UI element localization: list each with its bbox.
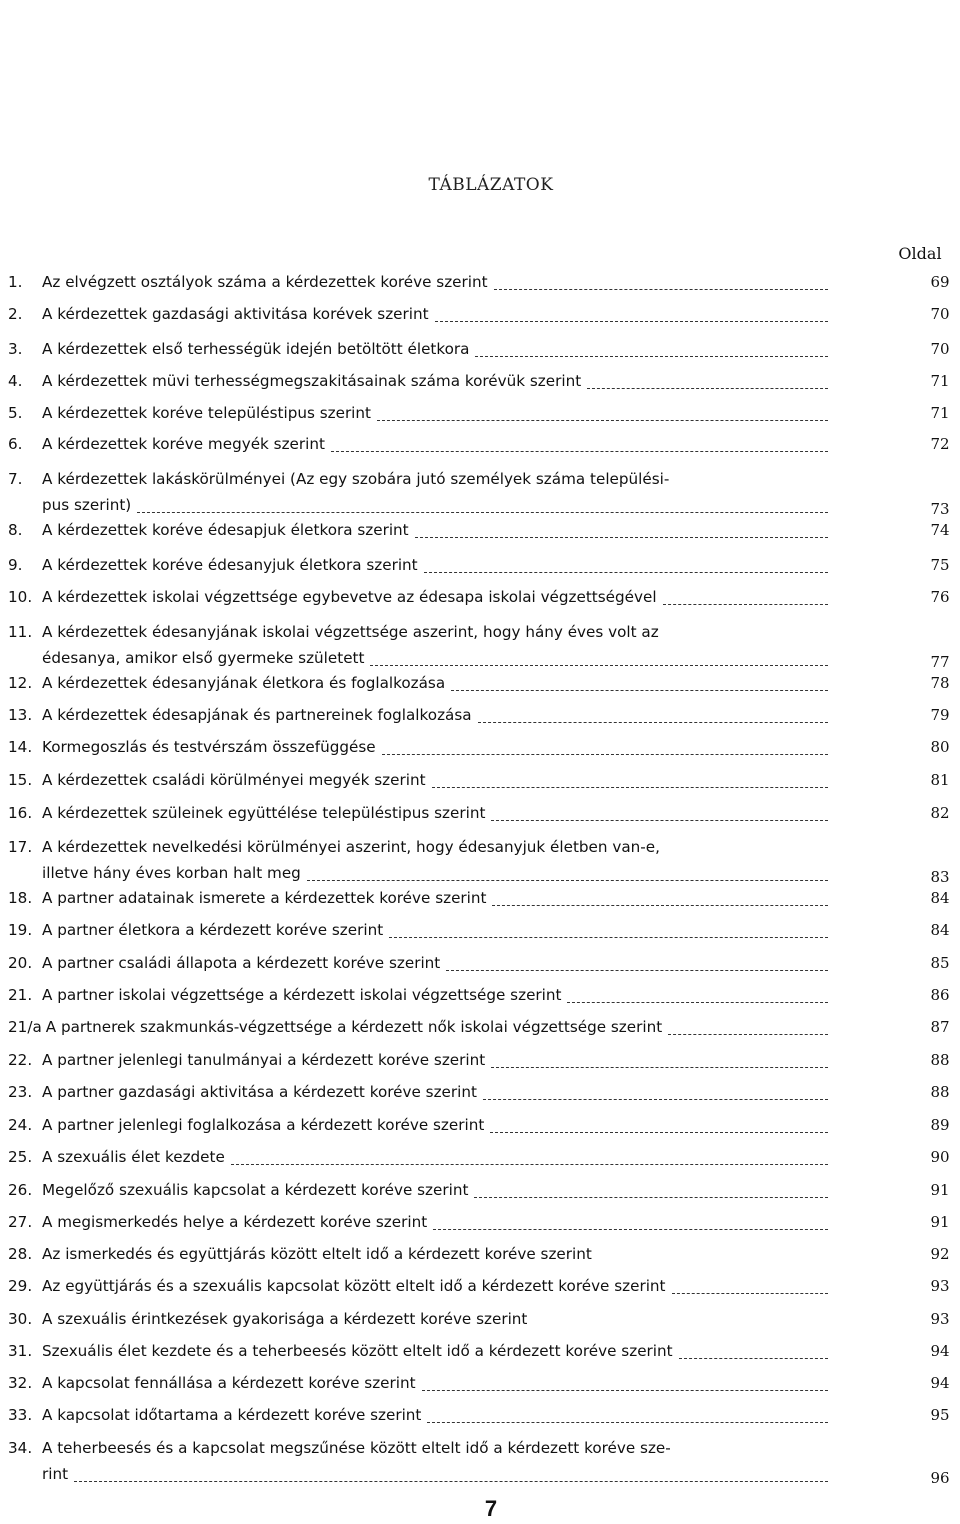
- dot-leader: [475, 356, 828, 357]
- dot-leader: [492, 905, 828, 906]
- toc-entry-title: A partner iskolai végzettsége a kérdezett iskolai végzettsége szerint: [42, 986, 562, 1004]
- dot-leader: [137, 512, 828, 513]
- dot-leader: [451, 690, 828, 691]
- dot-leader: [446, 970, 828, 971]
- toc-entry-page: 91: [930, 1213, 950, 1231]
- toc-entry-number: 31.: [8, 1342, 33, 1360]
- toc-entry-number: 34.: [8, 1439, 33, 1457]
- toc-entry-number: 22.: [8, 1051, 33, 1069]
- toc-entry-number: 3.: [8, 340, 23, 358]
- toc-entry-line: [8, 1181, 828, 1203]
- toc-entry-number: 10.: [8, 588, 33, 606]
- toc-entry-title: A megismerkedés helye a kérdezett koréve szerint: [42, 1213, 428, 1231]
- dot-leader: [672, 1293, 828, 1294]
- dot-leader: [427, 1422, 828, 1423]
- toc-entry-title: A partner családi állapota a kérdezett koréve szerint: [42, 954, 441, 972]
- toc-entry-page: 96: [930, 1469, 950, 1487]
- dot-leader: [490, 1132, 828, 1133]
- toc-entry-line: [42, 1465, 828, 1487]
- toc-entry-line: [8, 435, 828, 457]
- toc-entry-number: 8.: [8, 521, 23, 539]
- toc-entry-title: A kérdezettek édesanyjának életkora és foglalkozása: [42, 674, 446, 692]
- toc-entry-page: 79: [930, 706, 950, 724]
- toc-entry-title: édesanya, amikor első gyermeke született: [42, 649, 365, 667]
- dot-leader: [435, 321, 828, 322]
- dot-leader: [567, 1002, 828, 1003]
- page-title: TÁBLÁZATOK: [428, 175, 554, 195]
- toc-entry-number: 7.: [8, 470, 23, 488]
- toc-entry-page: 80: [930, 738, 950, 756]
- toc-entry-title: A kérdezettek müvi terhességmegszakitásainak száma korévük szerint: [42, 372, 582, 390]
- toc-entry-title: A teherbeesés és a kapcsolat megszűnése között eltelt idő a kérdezett koréve sze-: [42, 1439, 671, 1457]
- toc-entry-line: [8, 1439, 838, 1461]
- toc-entry-line: [8, 623, 838, 645]
- toc-entry-page: 72: [930, 435, 950, 453]
- toc-entry-page: 88: [930, 1083, 950, 1101]
- toc-entry-line: [42, 649, 828, 671]
- toc-entry-title: A partner gazdasági aktivitása a kérdezett koréve szerint: [42, 1083, 477, 1101]
- toc-entry-line: [8, 372, 828, 394]
- toc-entry-line: [8, 404, 828, 426]
- toc-entry-line: [8, 1148, 828, 1170]
- toc-entry-line: [8, 556, 828, 578]
- dot-leader: [389, 937, 828, 938]
- toc-entry-line: [8, 521, 828, 543]
- toc-entry-page: 70: [930, 305, 950, 323]
- toc-entry-title: A partner adatainak ismerete a kérdezettek koréve szerint: [42, 889, 487, 907]
- toc-entry-line: [8, 706, 828, 728]
- dot-leader: [422, 1390, 828, 1391]
- toc-entry-number: 28.: [8, 1245, 33, 1263]
- dot-leader: [494, 289, 828, 290]
- toc-entry-title: A partnerek szakmunkás-végzettsége a kérdezett nők iskolai végzettsége szerint: [45, 1018, 663, 1036]
- dot-leader: [474, 1197, 828, 1198]
- toc-entry-number: 19.: [8, 921, 33, 939]
- toc-entry-title: A partner jelenlegi tanulmányai a kérdezett koréve szerint: [42, 1051, 486, 1069]
- toc-entry-line: [8, 1051, 828, 1073]
- toc-entry-number: 21.: [8, 986, 33, 1004]
- toc-entry-title: Megelőző szexuális kapcsolat a kérdezett koréve szerint: [42, 1181, 469, 1199]
- toc-entry-number: 11.: [8, 623, 33, 641]
- toc-entry-line: [8, 340, 828, 362]
- dot-leader: [377, 420, 828, 421]
- dot-leader: [331, 451, 828, 452]
- page-column-header: Oldal: [898, 244, 942, 263]
- toc-entry-title: Kormegoszlás és testvérszám összefüggése: [42, 738, 376, 756]
- toc-entry-number: 13.: [8, 706, 33, 724]
- toc-entry-title: A kérdezettek lakáskörülményei (Az egy szobára jutó személyek száma települési-: [42, 470, 670, 488]
- toc-entry-line: [8, 1310, 838, 1332]
- toc-entry-page: 93: [930, 1277, 950, 1295]
- toc-entry-title: illetve hány éves korban halt meg: [42, 864, 301, 882]
- toc-entry-page: 93: [930, 1310, 950, 1328]
- toc-entry-title: A kérdezettek koréve édesanyjuk életkora szerint: [42, 556, 418, 574]
- dot-leader: [370, 665, 828, 666]
- toc-entry-title: A partner életkora a kérdezett koréve szerint: [42, 921, 384, 939]
- toc-entry-line: [8, 1083, 828, 1105]
- toc-entry-title: A kérdezettek családi körülményei megyék szerint: [42, 771, 426, 789]
- toc-entry-line: [42, 864, 828, 886]
- toc-entry-page: 85: [930, 954, 950, 972]
- toc-entry-title: A kérdezettek nevelkedési körülményei aszerint, hogy édesanyjuk életben van-e,: [42, 838, 660, 856]
- toc-entry-page: 75: [930, 556, 950, 574]
- toc-entry-number: 23.: [8, 1083, 33, 1101]
- dot-leader: [432, 787, 828, 788]
- toc-entry-number: 29.: [8, 1277, 33, 1295]
- toc-entry-page: 90: [930, 1148, 950, 1166]
- toc-entry-number: 15.: [8, 771, 33, 789]
- toc-entry-page: 69: [930, 273, 950, 291]
- dot-leader: [307, 880, 828, 881]
- toc-entry-page: 84: [930, 889, 950, 907]
- toc-entry-title: A kérdezettek édesanyjának iskolai végzettsége aszerint, hogy hány éves volt az: [42, 623, 659, 641]
- toc-entry-title: A kérdezettek koréve településtipus szerint: [42, 404, 371, 422]
- toc-entry-title: A kérdezettek iskolai végzettsége egybevetve az édesapa iskolai végzettségével: [42, 588, 657, 606]
- toc-entry-line: [8, 986, 828, 1008]
- dot-leader: [483, 1099, 828, 1100]
- toc-entry-line: [8, 1018, 828, 1040]
- dot-leader: [491, 820, 828, 821]
- dot-leader: [668, 1034, 828, 1035]
- toc-entry-title: A kérdezettek gazdasági aktivitása korévek szerint: [42, 305, 429, 323]
- toc-entry-number: 30.: [8, 1310, 33, 1328]
- toc-entry-title: Szexuális élet kezdete és a teherbeesés között eltelt idő a kérdezett koréve szerint: [42, 1342, 673, 1360]
- toc-entry-page: 73: [930, 500, 950, 518]
- dot-leader: [491, 1067, 828, 1068]
- toc-entry-line: [8, 1277, 828, 1299]
- toc-entry-page: 77: [930, 653, 950, 671]
- dot-leader: [231, 1164, 828, 1165]
- toc-entry-page: 91: [930, 1181, 950, 1199]
- toc-entry-title: A kapcsolat fennállása a kérdezett koréve szerint: [42, 1374, 416, 1392]
- dot-leader: [382, 754, 828, 755]
- dot-leader: [663, 604, 828, 605]
- toc-entry-title: A szexuális élet kezdete: [42, 1148, 225, 1166]
- toc-entry-page: 88: [930, 1051, 950, 1069]
- toc-entry-title: A kérdezettek koréve megyék szerint: [42, 435, 325, 453]
- toc-entry-page: 83: [930, 868, 950, 886]
- toc-entry-number: 33.: [8, 1406, 33, 1424]
- toc-entry-title: Az együttjárás és a szexuális kapcsolat között eltelt idő a kérdezett koréve szerint: [42, 1277, 666, 1295]
- toc-entry-number: 20.: [8, 954, 33, 972]
- toc-entry-number: 21/a: [8, 1018, 42, 1036]
- toc-entry-line: [8, 921, 828, 943]
- toc-entry-page: 78: [930, 674, 950, 692]
- toc-entry-title: A kérdezettek koréve édesapjuk életkora szerint: [42, 521, 409, 539]
- toc-entry-number: 4.: [8, 372, 23, 390]
- toc-entry-number: 2.: [8, 305, 23, 323]
- toc-entry-line: [8, 1116, 828, 1138]
- toc-entry-number: 9.: [8, 556, 23, 574]
- toc-entry-title: rint: [42, 1465, 69, 1483]
- toc-entry-page: 81: [930, 771, 950, 789]
- toc-entry-line: [8, 470, 838, 492]
- toc-entry-line: [8, 674, 828, 696]
- toc-entry-title: A partner jelenlegi foglalkozása a kérdezett koréve szerint: [42, 1116, 485, 1134]
- toc-entry-title: Az elvégzett osztályok száma a kérdezettek koréve szerint: [42, 273, 488, 291]
- toc-entry-line: [8, 1342, 828, 1364]
- toc-entry-page: 74: [930, 521, 950, 539]
- toc-entry-line: [8, 954, 828, 976]
- toc-entry-page: 94: [930, 1374, 950, 1392]
- toc-entry-page: 86: [930, 986, 950, 1004]
- toc-entry-page: 89: [930, 1116, 950, 1134]
- toc-entry-page: 76: [930, 588, 950, 606]
- dot-leader: [587, 388, 828, 389]
- toc-entry-page: 92: [930, 1245, 950, 1263]
- toc-entry-title: pus szerint): [42, 496, 132, 514]
- dot-leader: [679, 1358, 828, 1359]
- toc-entry-line: [8, 889, 828, 911]
- toc-entry-line: [8, 305, 828, 327]
- dot-leader: [478, 722, 828, 723]
- toc-entry-line: [8, 1213, 828, 1235]
- toc-entry-line: [8, 1374, 828, 1396]
- toc-entry-title: A kérdezettek édesapjának és partnereinek foglalkozása: [42, 706, 472, 724]
- toc-entry-number: 5.: [8, 404, 23, 422]
- dot-leader: [415, 537, 828, 538]
- toc-entry-number: 26.: [8, 1181, 33, 1199]
- toc-entry-line: [42, 496, 828, 518]
- toc-entry-page: 82: [930, 804, 950, 822]
- toc-entry-number: 16.: [8, 804, 33, 822]
- toc-entry-title: A kapcsolat időtartama a kérdezett koréve szerint: [42, 1406, 422, 1424]
- toc-entry-number: 12.: [8, 674, 33, 692]
- toc-entry-number: 24.: [8, 1116, 33, 1134]
- toc-entry-page: 71: [930, 372, 950, 390]
- toc-entry-number: 14.: [8, 738, 33, 756]
- dot-leader: [424, 572, 828, 573]
- toc-entry-title: A kérdezettek szüleinek együttélése településtipus szerint: [42, 804, 486, 822]
- toc-entry-number: 17.: [8, 838, 33, 856]
- toc-entry-line: [8, 273, 828, 295]
- toc-entry-line: [8, 1245, 838, 1267]
- toc-entry-page: 95: [930, 1406, 950, 1424]
- toc-entry-number: 1.: [8, 273, 23, 291]
- toc-entry-title: A kérdezettek első terhességük idején betöltött életkora: [42, 340, 470, 358]
- toc-entry-page: 71: [930, 404, 950, 422]
- toc-entry-line: [8, 738, 828, 760]
- toc-entry-number: 18.: [8, 889, 33, 907]
- dot-leader: [74, 1481, 828, 1482]
- toc-entry-page: 70: [930, 340, 950, 358]
- toc-entry-line: [8, 588, 828, 610]
- dot-leader: [433, 1229, 828, 1230]
- toc-entry-line: [8, 771, 828, 793]
- toc-entry-line: [8, 804, 828, 826]
- toc-entry-line: [8, 1406, 828, 1428]
- toc-entry-title: A szexuális érintkezések gyakorisága a kérdezett koréve szerint: [42, 1310, 528, 1328]
- toc-entry-number: 25.: [8, 1148, 33, 1166]
- toc-entry-page: 87: [930, 1018, 950, 1036]
- toc-entry-number: 32.: [8, 1374, 33, 1392]
- toc-entry-line: [8, 838, 838, 860]
- toc-entry-title: Az ismerkedés és együttjárás között eltelt idő a kérdezett koréve szerint: [42, 1245, 592, 1263]
- toc-entry-page: 94: [930, 1342, 950, 1360]
- toc-entry-number: 27.: [8, 1213, 33, 1231]
- footer-page-number: 7: [484, 1496, 498, 1521]
- toc-entry-number: 6.: [8, 435, 23, 453]
- toc-entry-page: 84: [930, 921, 950, 939]
